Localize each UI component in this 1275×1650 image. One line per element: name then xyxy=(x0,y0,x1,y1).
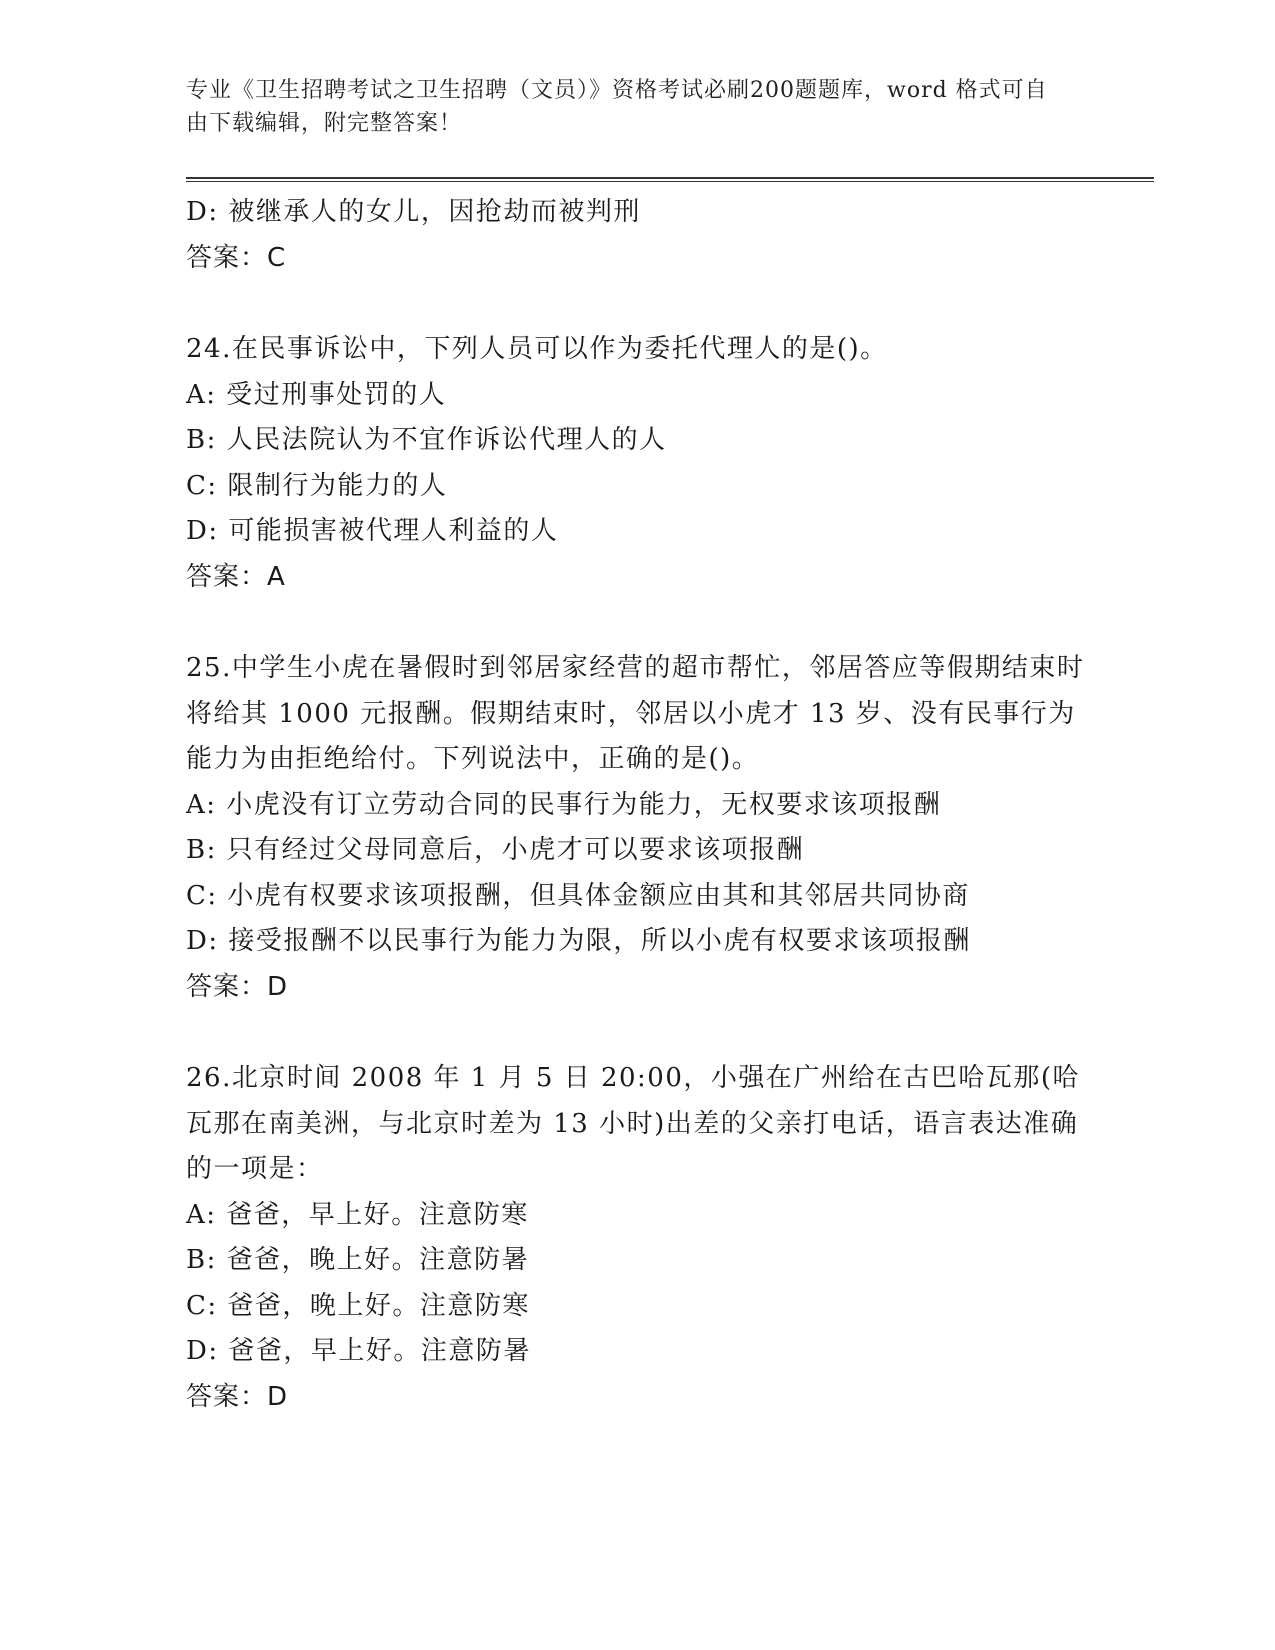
previous-question-tail xyxy=(186,190,1086,281)
option-c: C: 限制行为能力的人 xyxy=(186,470,448,501)
question-text: 24.在民事诉讼中，下列人员可以作为委托代理人的是()。 xyxy=(186,334,888,364)
question-26 xyxy=(186,1056,1086,1420)
option-d: D: 接受报酬不以民事行为能力为限，所以小虎有权要求该项报酬 xyxy=(186,926,971,956)
option-a: A: 小虎没有订立劳动合同的民事行为能力，无权要求该项报酬 xyxy=(186,789,942,820)
answer-line: 答案：A xyxy=(186,561,286,592)
option-b: B: 爸爸，晚上好。注意防暑 xyxy=(186,1245,530,1275)
page-header: 专业《卫生招聘考试之卫生招聘（文员）》资格考试必刷200题题库，word 格式可自由下载编辑，附完整答案！ xyxy=(186,78,1048,136)
spacer xyxy=(186,1010,1086,1056)
option-a: A: 爸爸，早上好。注意防寒 xyxy=(186,1199,529,1230)
question-text: 25.中学生小虎在暑假时到邻居家经营的超市帮忙，邻居答应等假期结束时将给其 1000 元报酬。假期结束时，邻居以小虎才 13 岁、没有民事行为能力为由拒绝给付。下列说法中，正确的是()。 xyxy=(186,653,1085,774)
option-d: D: 可能损害被代理人利益的人 xyxy=(186,516,559,546)
question-24 xyxy=(186,327,1086,600)
spacer xyxy=(186,281,1086,327)
question-25 xyxy=(186,646,1086,1010)
option-b: B: 只有经过父母同意后，小虎才可以要求该项报酬 xyxy=(186,835,805,865)
header-divider xyxy=(186,177,1154,182)
spacer xyxy=(186,600,1086,646)
answer-line: 答案：D xyxy=(186,971,289,1002)
document-body xyxy=(186,190,1086,1420)
option-d: D: 被继承人的女儿，因抢劫而被判刑 xyxy=(186,197,641,227)
answer-line: 答案：D xyxy=(186,1381,289,1412)
option-c: C: 爸爸，晚上好。注意防寒 xyxy=(186,1290,530,1321)
answer-line: 答案：C xyxy=(186,242,287,273)
option-a: A: 受过刑事处罚的人 xyxy=(186,379,447,410)
option-b: B: 人民法院认为不宜作诉讼代理人的人 xyxy=(186,425,667,455)
question-text: 26.北京时间 2008 年 1 月 5 日 20:00，小强在广州给在古巴哈瓦那(哈瓦那在南美洲，与北京时差为 13 小时)出差的父亲打电话，语言表达准确的一项是： xyxy=(186,1063,1081,1184)
option-c: C: 小虎有权要求该项报酬，但具体金额应由其和其邻居共同协商 xyxy=(186,880,970,911)
option-d: D: 爸爸，早上好。注意防暑 xyxy=(186,1336,531,1366)
